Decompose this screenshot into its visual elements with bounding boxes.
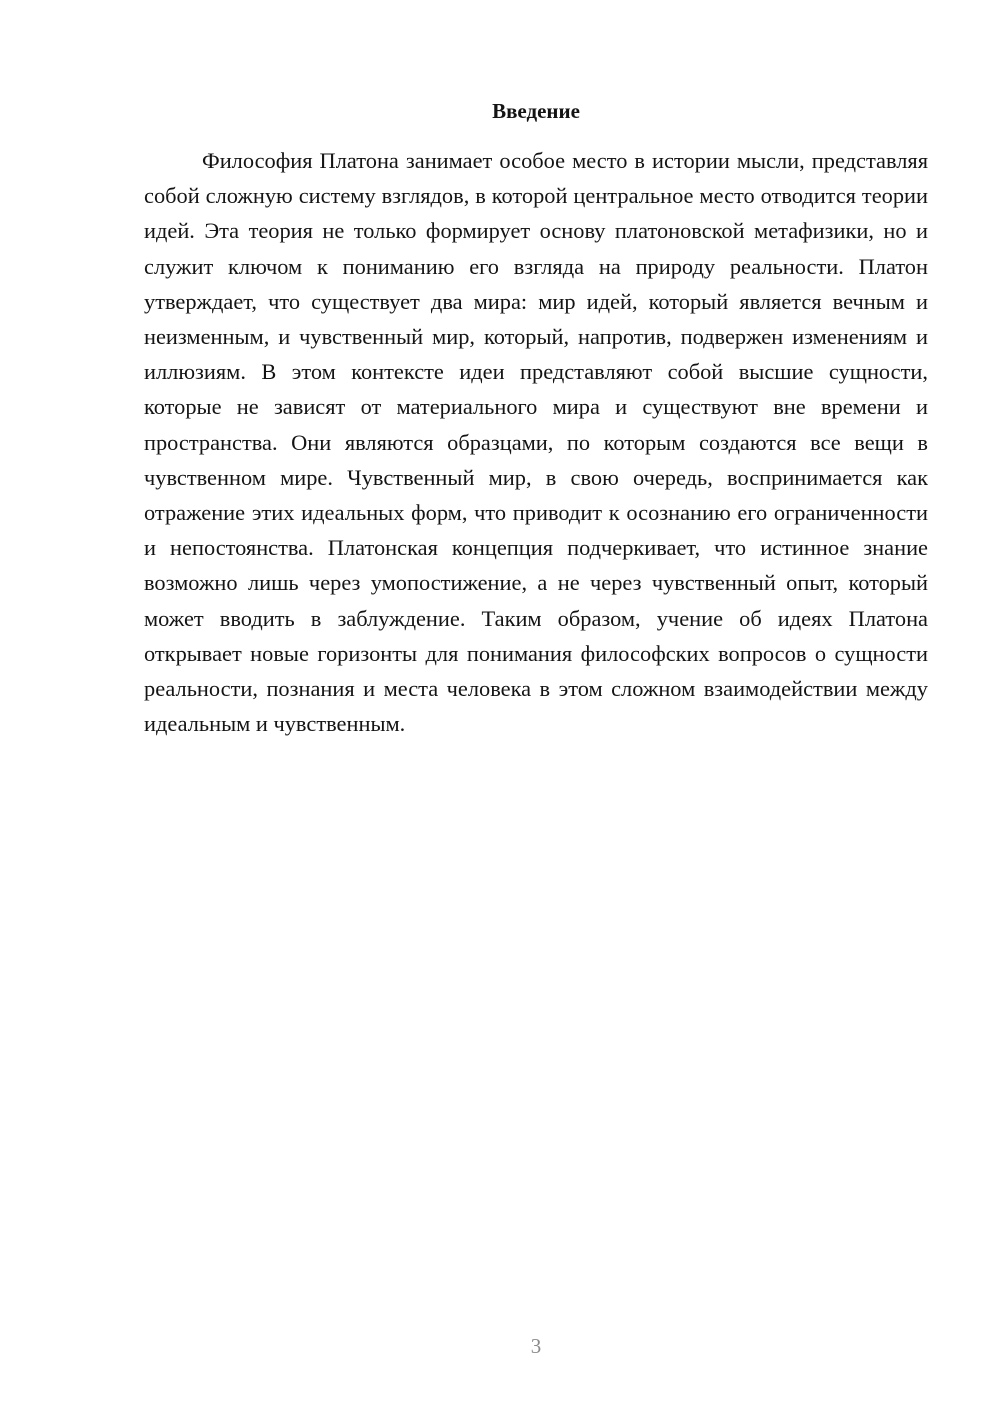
page-number: 3: [530, 1334, 542, 1358]
section-heading: Введение: [492, 99, 580, 123]
body-paragraph: Философия Платона занимает особое место в истории мысли, представляя собой сложную систему взглядов, в которой центральное место отводится теории идей. Эта теория не только формирует основу платоновской метафизики, но и служит ключом к пониманию его взгляда на природу реальности. Платон утверждает, что существует два мира: мир идей, который является вечным и неизменным, и чувственный мир, который, напротив, подвержен изменениям и иллюзиям. В этом контексте идеи представляют собой высшие сущности, которые не зависят от материального мира и существуют вне времени и пространства. Они являются образцами, по которым создаются все вещи в чувственном мире. Чувственный мир, в свою очередь, воспринимается как отражение этих идеальных форм, что приводит к осознанию его ограниченности и непостоянства. Платонская концепция подчеркивает, что истинное знание возможно лишь через умопостижение, а не через чувственный опыт, который может вводить в заблуждение. Таким образом, учение об идеях Платона открывает новые горизонты для понимания философских вопросов о сущности реальности, познания и места человека в этом сложном взаимодействии между идеальным и чувственным.: [144, 148, 928, 737]
